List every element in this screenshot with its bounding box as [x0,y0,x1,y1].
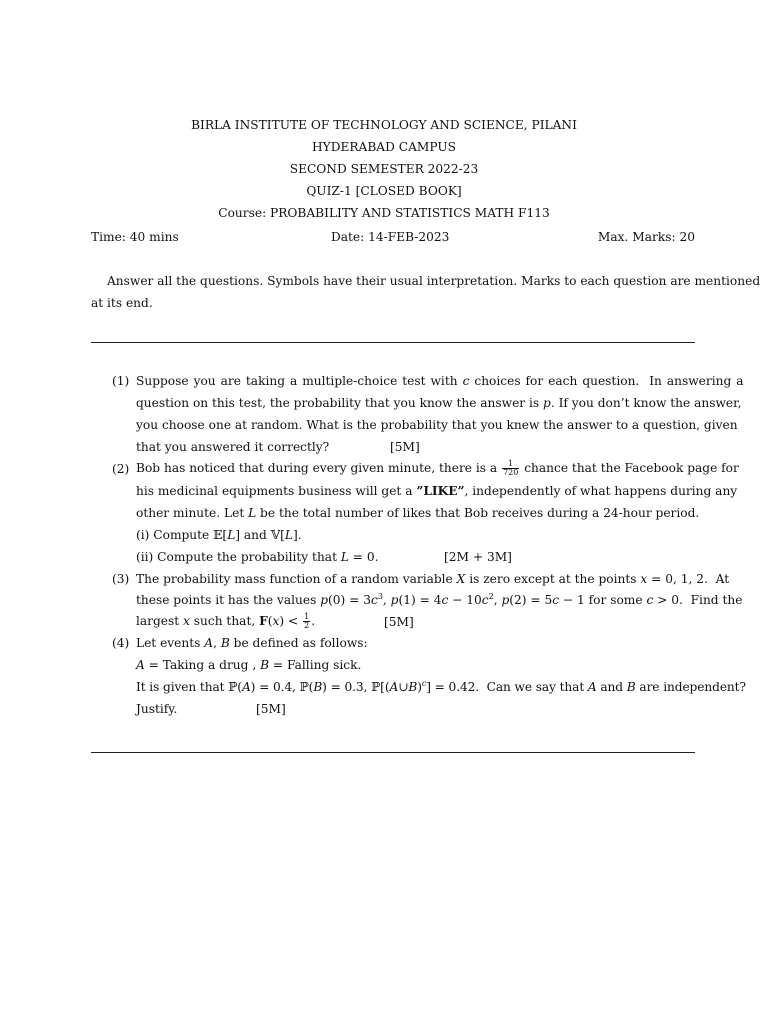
fraction-1-over-2: $\frac{1}{2}$ [304,612,310,630]
question-1-line-4: that you answered it correctly? [136,440,330,454]
question-2-marks: [2M + 3M] [444,550,512,564]
question-3-line-2: these points it has the values $p(0) = 3c^3$, $p(1) = 4c - 10c^2$, p(2) = 5c − 1 for some c > 0. Find the [136,592,743,607]
question-2-line-3: other minute. Let L be the total number of likes that Bob receives during a 24-hour period. [136,506,700,520]
campus-name: HYDERABAD CAMPUS [312,140,456,154]
question-1-line-1: Suppose you are taking a multiple-choice test with c choices for each question. In answering a [136,374,744,388]
question-3-line-1: The probability mass function of a random variable X is zero except at the points x = 0, 1, 2. At [136,572,730,586]
question-3-marks: [5M] [384,615,414,629]
bottom-divider [91,752,695,753]
question-2-line-1: Bob has noticed that during every given minute, there is a $\frac{1}{720}$ chance that the Facebook page for [136,459,739,477]
institute-name: BIRLA INSTITUTE OF TECHNOLOGY AND SCIENCE, PILANI [191,118,577,132]
question-4-line-1: Let events A, B be defined as follows: [136,636,368,650]
exam-title: QUIZ-1 [CLOSED BOOK] [306,184,462,198]
question-4-justify: Justify. [136,702,178,716]
instructions-line-1: Answer all the questions. Symbols have their usual interpretation. Marks to each question are mentioned [107,274,761,288]
question-3-number: (3) [112,572,130,586]
question-2-part-ii: (ii) Compute the probability that L = 0. [136,550,379,564]
question-1-marks: [5M] [390,440,420,454]
course-title: Course: PROBABILITY AND STATISTICS MATH F113 [218,206,550,220]
semester: SECOND SEMESTER 2022-23 [289,162,479,176]
question-2-number: (2) [112,462,130,476]
question-2-part-i: (i) Compute 𝔼[L] and 𝕍[L]. [136,528,302,542]
question-4-line-2: A = Taking a drug , B = Falling sick. [136,658,362,672]
question-4-line-3: It is given that ℙ(A) = 0.4, ℙ(B) = 0.3, ℙ[(A∪B)$^c$] = 0.42. Can we say that A and B are independent? [136,679,746,694]
exam-time: Time: 40 mins [91,230,179,244]
fraction-1-over-720: $\frac{1}{720}$ [503,459,519,477]
question-1-line-3: you choose one at random. What is the probability that you knew the answer to a question, given [136,418,738,432]
top-divider [91,342,695,343]
question-4-marks: [5M] [256,702,286,716]
exam-date: Date: 14-FEB-2023 [331,230,450,244]
question-1-number: (1) [112,374,130,388]
question-4-number: (4) [112,636,130,650]
question-1-line-2: question on this test, the probability that you know the answer is p. If you don’t know the answer, [136,396,742,410]
question-3-line-3: largest x such that, F(x) < $\frac{1}{2}$ . [136,612,316,630]
question-2-line-2: his medicinal equipments business will get a ”LIKE”, independently of what happens during any [136,484,738,498]
instructions-line-2: at its end. [91,296,153,310]
max-marks: Max. Marks: 20 [597,230,695,244]
